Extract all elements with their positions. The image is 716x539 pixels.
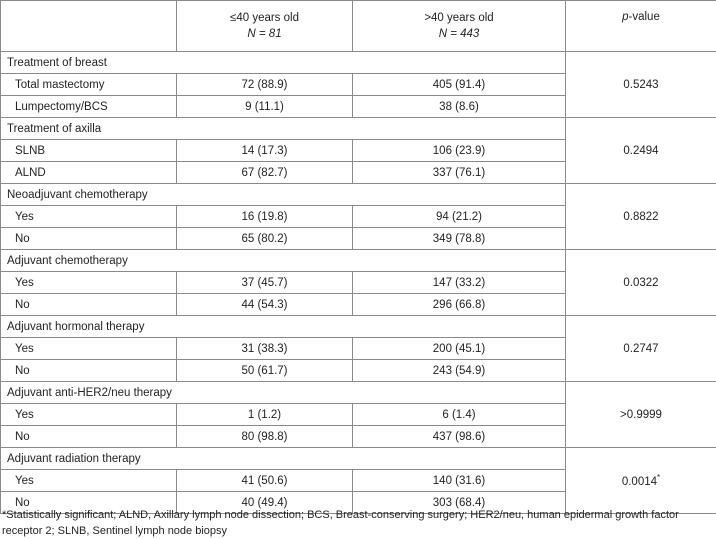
section-title: Adjuvant chemotherapy	[1, 250, 566, 272]
value-age-gt40: 405 (91.4)	[353, 74, 566, 96]
value-age-gt40: 6 (1.4)	[353, 404, 566, 426]
section-title: Adjuvant anti-HER2/neu therapy	[1, 382, 566, 404]
value-age-gt40: 200 (45.1)	[353, 338, 566, 360]
table-header-row	[1, 1, 716, 52]
pvalue-cell	[566, 316, 716, 382]
row-label: Lumpectomy/BCS	[1, 96, 177, 118]
section-header-row	[1, 316, 716, 338]
value-age-gt40: 303 (68.4)	[353, 492, 566, 514]
pvalue-cell	[566, 118, 716, 184]
pvalue-text: 0.8822	[623, 211, 658, 223]
value-age-gt40: 38 (8.6)	[353, 96, 566, 118]
row-label: Yes	[1, 338, 177, 360]
value-age-le40: 31 (38.3)	[177, 338, 353, 360]
value-age-gt40: 296 (66.8)	[353, 294, 566, 316]
value-age-le40: 40 (49.4)	[177, 492, 353, 514]
pvalue-text: 0.0322	[623, 277, 658, 289]
section-header-row	[1, 184, 716, 206]
table-footnote: *Statistically significant; ALND, Axillary lymph node dissection; BCS, Breast-conserving surgery; HER2/neu, human epidermal growth factor receptor 2; SLNB, Sentinel lymph node biopsy	[2, 507, 714, 539]
header-age-gt40	[353, 1, 566, 52]
header-blank-cell	[1, 1, 177, 52]
row-label: Yes	[1, 272, 177, 294]
value-age-gt40: 106 (23.9)	[353, 140, 566, 162]
section-title: Adjuvant radiation therapy	[1, 448, 566, 470]
value-age-le40: 16 (19.8)	[177, 206, 353, 228]
value-age-le40: 72 (88.9)	[177, 74, 353, 96]
header-age-le40	[177, 1, 353, 52]
row-label: Yes	[1, 404, 177, 426]
row-label: SLNB	[1, 140, 177, 162]
pvalue-text: 0.2494	[623, 145, 658, 157]
value-age-le40: 67 (82.7)	[177, 162, 353, 184]
value-age-gt40: 94 (21.2)	[353, 206, 566, 228]
header-age-gt40-n: N = 443	[353, 26, 565, 42]
pvalue-cell	[566, 184, 716, 250]
section-title: Adjuvant hormonal therapy	[1, 316, 566, 338]
pvalue-cell	[566, 250, 716, 316]
value-age-gt40: 147 (33.2)	[353, 272, 566, 294]
section-header-row	[1, 52, 716, 74]
header-age-le40-n: N = 81	[177, 26, 352, 42]
header-age-gt40-label: >40 years old	[353, 10, 565, 26]
header-pvalue-rest: -value	[629, 11, 660, 23]
pvalue-cell	[566, 52, 716, 118]
value-age-le40: 44 (54.3)	[177, 294, 353, 316]
row-label: No	[1, 294, 177, 316]
value-age-gt40: 243 (54.9)	[353, 360, 566, 382]
pvalue-text: 0.5243	[623, 79, 658, 91]
section-title: Treatment of axilla	[1, 118, 566, 140]
value-age-gt40: 337 (76.1)	[353, 162, 566, 184]
value-age-le40: 37 (45.7)	[177, 272, 353, 294]
header-pvalue	[566, 1, 716, 52]
value-age-le40: 9 (11.1)	[177, 96, 353, 118]
pvalue-text: >0.9999	[620, 409, 662, 421]
pvalue-cell	[566, 448, 716, 514]
pvalue-cell	[566, 382, 716, 448]
section-title: Treatment of breast	[1, 52, 566, 74]
row-label: Total mastectomy	[1, 74, 177, 96]
value-age-gt40: 349 (78.8)	[353, 228, 566, 250]
pvalue-significance-mark: *	[657, 473, 660, 482]
pvalue-text: 0.2747	[623, 343, 658, 355]
value-age-gt40: 437 (98.6)	[353, 426, 566, 448]
section-title: Neoadjuvant chemotherapy	[1, 184, 566, 206]
value-age-le40: 65 (80.2)	[177, 228, 353, 250]
value-age-le40: 41 (50.6)	[177, 470, 353, 492]
pvalue-text: 0.0014	[622, 476, 657, 488]
row-label: No	[1, 360, 177, 382]
section-header-row	[1, 250, 716, 272]
row-label: Yes	[1, 206, 177, 228]
row-label: ALND	[1, 162, 177, 184]
section-header-row	[1, 382, 716, 404]
section-header-row	[1, 118, 716, 140]
section-header-row	[1, 448, 716, 470]
value-age-le40: 50 (61.7)	[177, 360, 353, 382]
value-age-gt40: 140 (31.6)	[353, 470, 566, 492]
value-age-le40: 80 (98.8)	[177, 426, 353, 448]
header-age-le40-label: ≤40 years old	[177, 10, 352, 26]
value-age-le40: 14 (17.3)	[177, 140, 353, 162]
row-label: No	[1, 228, 177, 250]
row-label: Yes	[1, 470, 177, 492]
row-label: No	[1, 492, 177, 514]
header-pvalue-italic: p	[622, 11, 628, 23]
value-age-le40: 1 (1.2)	[177, 404, 353, 426]
row-label: No	[1, 426, 177, 448]
